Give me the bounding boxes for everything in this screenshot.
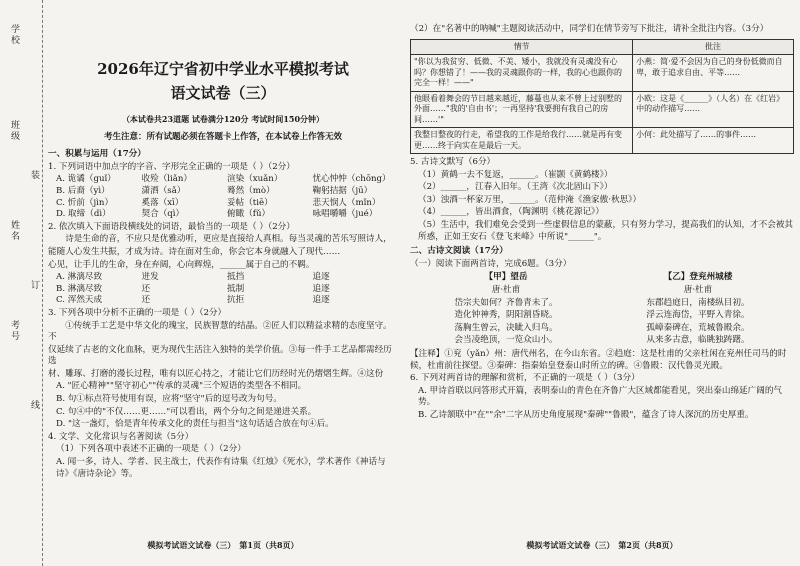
poem-a-line-1: 岱宗夫如何？齐鲁青未了。: [454, 297, 558, 308]
page-2-footer: 模拟考试语文试卷（三） 第2页（共8页）: [526, 540, 678, 551]
q1-a-1: A. 诡谲（guǐ）: [56, 174, 116, 185]
q2-c-3: 抗拒: [227, 295, 245, 306]
q1-row-a: [48, 174, 398, 186]
binding-name-label: 姓名: [9, 220, 19, 242]
q1-b-4: 鞠躬拮据（jū）: [312, 185, 373, 196]
q2-passage-1: 诗是生命的音，不应只是优雅动听，更应是直接给人真相。每当灵魂的苦乐写照诗人，: [48, 234, 392, 245]
question-6-stem: 6. 下列对两首诗的理解和赏析，不正确的一项是（ ）（3分）: [410, 373, 640, 384]
q6-option-b: B. 乙诗颔联中"在""余"二字从历史角度展现"秦碑""鲁殿"，蕴含了诗人深沉的历史厚重。: [418, 409, 754, 420]
question-2-stem: 2. 依次填入下面语段横线处的词语，最恰当的一项是（ ）（2分）: [48, 221, 295, 232]
exam-notice: 考生注意：所有试题必须在答题卡上作答，在本试卷上作答无效: [103, 131, 342, 142]
q1-c-2: 奚落（xī）: [141, 197, 184, 208]
q2-b-3: 抵制: [227, 283, 245, 294]
exam-subtitle: 语文试卷（三）: [170, 84, 276, 102]
question-4-heading: 4. 文学、文化常识与名著阅读（5分）: [48, 431, 194, 442]
q1-c-1: C. 忻前（jìn）: [56, 197, 114, 208]
q1-c-3: 妥帖（tiē）: [227, 197, 273, 208]
q1-a-3: 渲染（xuǎn）: [227, 174, 283, 185]
q2-a-1: A. 淋漓尽致: [56, 272, 103, 283]
poem-b-line-3: 孤嶂秦碑在，荒城鲁殿余。: [646, 322, 750, 333]
poem-a: [410, 272, 602, 348]
poem-b-line-2: 浮云连海岱，平野入青徐。: [646, 310, 750, 321]
poem-a-line-4: 会当凌绝顶，一览众山小。: [454, 335, 558, 346]
exam-info: （本试卷共23道题 试卷满分120分 考试时间150分钟）: [121, 114, 325, 124]
table-header-note: 批注: [633, 39, 794, 55]
section-1-heading: 一、积累与运用（17分）: [48, 149, 146, 160]
q2-c-4: 追逐: [312, 295, 330, 306]
q1-d-3: 俯瞰（fǔ）: [227, 209, 271, 220]
q3-option-b: B. 句①标点符号使用有误，应将"坚守"后的逗号改为句号。: [56, 394, 282, 405]
table-row: [411, 55, 794, 92]
q3-passage-2: 仅延续了古老的文化血脉，更为现代生活注入独特的美学价值。③每一件手工艺品都需经历选: [48, 344, 392, 367]
q3-option-c: C. 句④中的"不仅……更……"可以看出，两个分句之间是递进关系。: [56, 406, 317, 417]
table-row: [411, 128, 794, 154]
q1-c-4: 悲天悯人（mǐn）: [312, 197, 381, 208]
binding-mark-2: 订: [29, 280, 39, 291]
q2-row-c: [48, 295, 398, 307]
table-row: [411, 91, 794, 128]
q3-option-a: A. "匠心精神""坚守初心""传承的灵魂"三个短语的类型各不相同。: [56, 381, 307, 392]
binding-margin: [0, 0, 43, 566]
q1-d-1: D. 取缔（dì）: [56, 209, 111, 220]
table-cell-note-1: 小燕：简·爱不会因为自己的身份低微而自卑，敢于追求自由、平等……: [633, 55, 794, 92]
q1-d-2: 契合（qì）: [141, 209, 185, 220]
table-cell-plot-1: "你以为我贫穷、低微、不美、矮小，我就没有灵魂没有心吗？你想错了！——我的灵魂跟你的一样，我的心也跟你的完全一样！——": [411, 55, 633, 92]
q2-c-2: 还: [141, 295, 151, 306]
exam-title: 2026年辽宁省初中学业水平模拟考试: [97, 60, 349, 78]
poem-notes: 【注释】①兖（yǎn）州：唐代州名，在今山东省。②趋庭：这是杜甫的父亲杜闲在兖州任司马的时候，杜甫前往探望。③秦碑：指秦始皇登泰山时所立的碑。④鲁殿：汉代鲁灵光殿。: [410, 349, 787, 371]
q1-row-d: [48, 209, 398, 221]
subsection-1-heading: （一）阅读下面两首诗，完成6题。（3分）: [410, 258, 572, 269]
question-4-2-stem: （2）在"名著中的呐喊"主题阅读活动中，同学们在情节旁写下批注，请补全批注内容。（3分）: [410, 24, 769, 34]
q3-passage-1: ①传统手工艺是中华文化的瑰宝，民族智慧的结晶。②匠人们以精益求精的态度坚守。不: [48, 320, 392, 343]
question-5-heading: 5. 古诗文默写（6分）: [410, 157, 496, 168]
page-1: [48, 0, 398, 566]
q2-passage-2: 能随人心发生共振，才成为诗。诗在面对生命，你会它本身就融入了现代……: [48, 246, 341, 257]
binding-class-label: 班级: [9, 120, 19, 142]
binding-mark-1: 装: [29, 170, 39, 181]
q2-row-b: [48, 284, 398, 296]
poem-a-line-2: 造化钟神秀，阴阳割昏晓。: [454, 310, 558, 321]
question-4-1-stem: （1）下列各项中表述不正确的一项是（ ）（2分）: [56, 444, 246, 455]
q2-b-4: 追逐: [312, 283, 330, 294]
q2-a-4: 追逐: [312, 272, 330, 283]
q2-passage-3: 心见，让手儿的生命，身在弃阔，心向辉煌，______属于自己的不羁。: [48, 259, 315, 270]
q1-b-3: 蓦然（mò）: [227, 185, 275, 196]
q1-b-1: B. 后裔（yì）: [56, 185, 110, 196]
q5-line-5: （5）生活中，我们难免会受到一些虚假信息的蒙蔽，只有努力学习，提高我们的认知，才不会被其所惑，正如王安石《登飞来峰》中所说"______"。: [418, 220, 794, 242]
poem-b-line-4: 从来多古意，临眺独踌躇。: [646, 335, 750, 346]
q2-b-1: B. 淋漓尽致: [56, 283, 103, 294]
annotation-table: [410, 39, 794, 155]
poem-b-title: 【乙】登兖州城楼: [663, 272, 733, 283]
q5-line-1: （1）黄鹤一去不复返，______。（崔颢《黄鹤楼》）: [418, 169, 613, 180]
q2-a-2: 迸发: [141, 272, 159, 283]
q5-line-4: （4）______，皆出酒食，（陶渊明《桃花源记》）: [418, 207, 604, 218]
poem-b-author: 唐·杜甫: [683, 285, 713, 296]
q2-b-2: 还: [141, 283, 151, 294]
q3-passage-3: 材、雕琢、打磨的漫长过程，唯有以匠心持之，才能让它们历经时光仍熠熠生辉。④这份: [48, 368, 384, 379]
q1-a-4: 忧心忡忡（chōng）: [312, 174, 391, 185]
page-1-footer: 模拟考试语文试卷（三） 第1页（共8页）: [147, 540, 299, 551]
q1-a-2: 收殓（liǎn）: [141, 174, 193, 185]
poem-a-title: 【甲】望岳: [484, 272, 528, 283]
question-1-stem: 1. 下列词语中加点字的字音、字形完全正确的一项是（ ）（2分）: [48, 161, 295, 172]
q5-line-3: （3）浊酒一杯家万里，______。（范仲淹《渔家傲·秋思》）: [418, 194, 642, 205]
q5-line-2: （2）______，江春入旧年。（王湾《次北固山下》）: [418, 182, 613, 193]
table-cell-plot-3: 我整日整夜的行走，希望我的工作是给我行……就是再有变更……终于向实在是最后一天。: [411, 128, 633, 154]
poem-a-line-3: 荡胸生曾云，决眦入归鸟。: [454, 322, 558, 333]
table-cell-note-2: 小欧：这是《______》（人名）在《红岩》中的动作描写……: [633, 91, 794, 128]
poem-b: [602, 272, 794, 348]
binding-school-label: 学校: [9, 24, 19, 46]
q6-option-a: A. 甲诗首联以问答形式开篇，表明泰山的青色在齐鲁广大区域都能看见，突出泰山绵延广阔的气势。: [418, 385, 783, 408]
q3-option-d: D. "这一盏灯，恰是青年传承文化的责任与担当"这句话适合放在句④后。: [56, 419, 334, 430]
binding-mark-3: 线: [29, 400, 39, 411]
page-2: [410, 0, 794, 566]
table-cell-note-3: 小何：此处描写了……的事件……: [633, 128, 794, 154]
q1-d-4: 咏唱嚼嚼（jué）: [312, 209, 378, 220]
poems-block: [410, 272, 794, 348]
table-header-plot: 情节: [411, 39, 633, 55]
q2-a-3: 抵挡: [227, 272, 245, 283]
poem-a-author: 唐·杜甫: [491, 285, 521, 296]
q4-1-option-a: A. 闻一多，诗人、学者、民主战士，代表作有诗集《红烛》《死水》，学术著作《神话与诗》《唐诗杂论》等。: [56, 457, 386, 479]
table-cell-plot-2: 他眼看着舞会的节日越来越近，藤蔓也从来不曾上过别墅的外面……"我的'自由书'；一再坚持'我要拥有我自己的房间……'": [411, 91, 633, 128]
q2-c-1: C. 浑然天成: [56, 295, 103, 306]
q2-row-a: [48, 272, 398, 284]
poem-b-line-1: 东郡趋庭日，南楼纵目初。: [646, 297, 750, 308]
q1-row-b: [48, 186, 398, 198]
binding-number-label: 考号: [9, 320, 19, 342]
q1-row-c: [48, 198, 398, 210]
q1-b-2: 潇洒（sǎ）: [141, 185, 186, 196]
question-3-stem: 3. 下列各项中分析不正确的一项是（ ）（2分）: [48, 307, 227, 318]
section-2-heading: 二、古诗文阅读（17分）: [410, 246, 508, 257]
